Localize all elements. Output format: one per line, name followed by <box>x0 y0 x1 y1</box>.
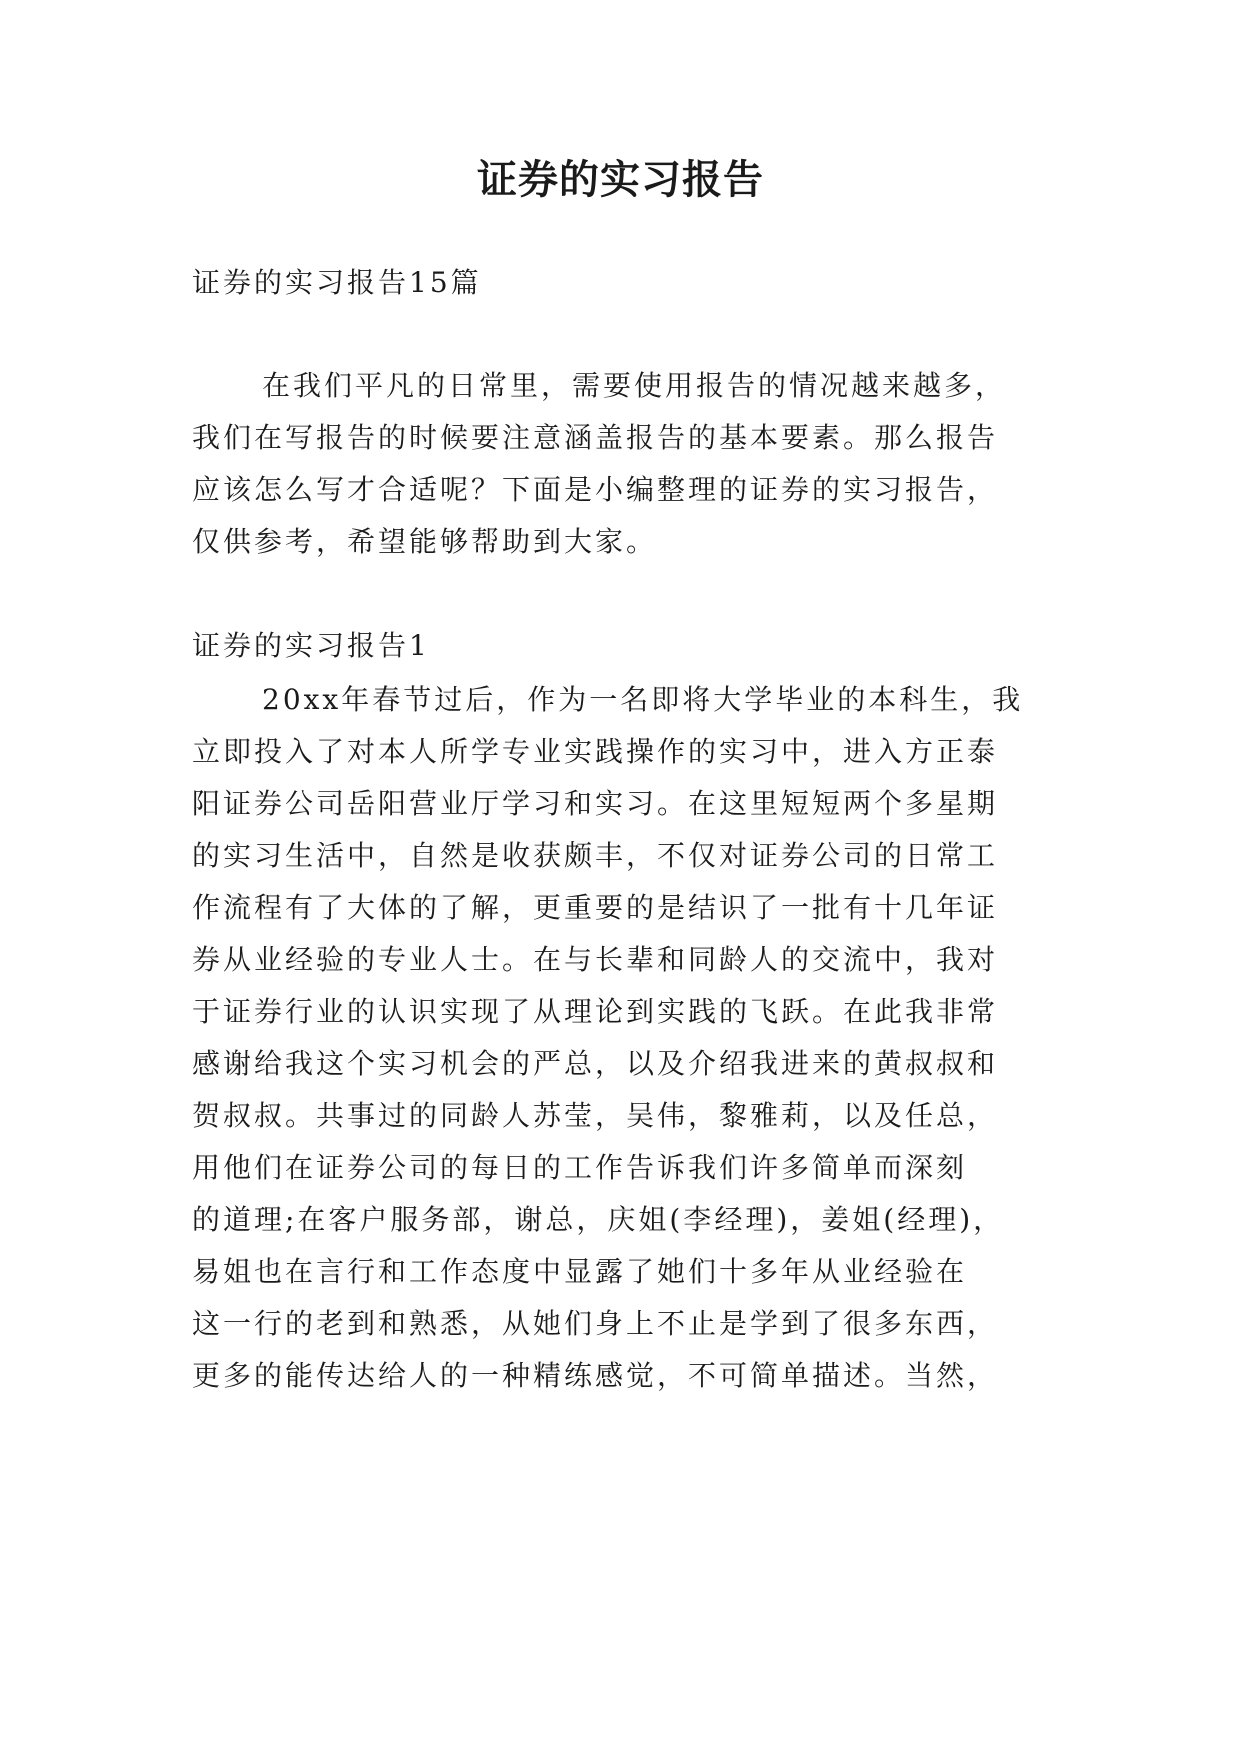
body-line: 这一行的老到和熟悉，从她们身上不止是学到了很多东西， <box>192 1307 999 1340</box>
document-subtitle <box>192 257 1072 309</box>
section-heading-text: 证券的实习报告1 <box>192 629 430 662</box>
body-line: 感谢给我这个实习机会的严总，以及介绍我进来的黄叔叔和 <box>192 1047 999 1080</box>
body-paragraph <box>192 674 1072 1402</box>
body-line: 贺叔叔。共事过的同龄人苏莹，吴伟，黎雅莉，以及任总， <box>192 1099 999 1132</box>
intro-line: 应该怎么写才合适呢？下面是小编整理的证券的实习报告， <box>192 473 999 506</box>
section-heading <box>192 620 1072 672</box>
subtitle-text: 证券的实习报告15篇 <box>192 266 482 299</box>
body-line: 的道理;在客户服务部，谢总，庆姐(李经理)，姜姐(经理)， <box>192 1203 1005 1236</box>
body-line: 更多的能传达给人的一种精练感觉，不可简单描述。当然， <box>192 1359 999 1392</box>
body-line: 于证券行业的认识实现了从理论到实践的飞跃。在此我非常 <box>192 995 999 1028</box>
body-line: 阳证券公司岳阳营业厅学习和实习。在这里短短两个多星期 <box>192 787 999 820</box>
document-title: 证券的实习报告 <box>477 156 764 203</box>
intro-line: 在我们平凡的日常里，需要使用报告的情况越来越多， <box>262 369 1007 402</box>
body-line: 用他们在证券公司的每日的工作告诉我们许多简单而深刻 <box>192 1151 968 1184</box>
body-line: 作流程有了大体的了解，更重要的是结识了一批有十几年证 <box>192 891 999 924</box>
body-line: 的实习生活中，自然是收获颇丰，不仅对证券公司的日常工 <box>192 839 999 872</box>
body-line: 立即投入了对本人所学专业实践操作的实习中，进入方正泰 <box>192 735 999 768</box>
intro-line: 我们在写报告的时候要注意涵盖报告的基本要素。那么报告 <box>192 421 999 454</box>
body-line: 券从业经验的专业人士。在与长辈和同龄人的交流中，我对 <box>192 943 999 976</box>
body-line: 20xx年春节过后，作为一名即将大学毕业的本科生，我 <box>262 683 1024 716</box>
body-line: 易姐也在言行和工作态度中显露了她们十多年从业经验在 <box>192 1255 968 1288</box>
intro-paragraph <box>192 360 1072 568</box>
intro-line: 仅供参考，希望能够帮助到大家。 <box>192 525 658 558</box>
